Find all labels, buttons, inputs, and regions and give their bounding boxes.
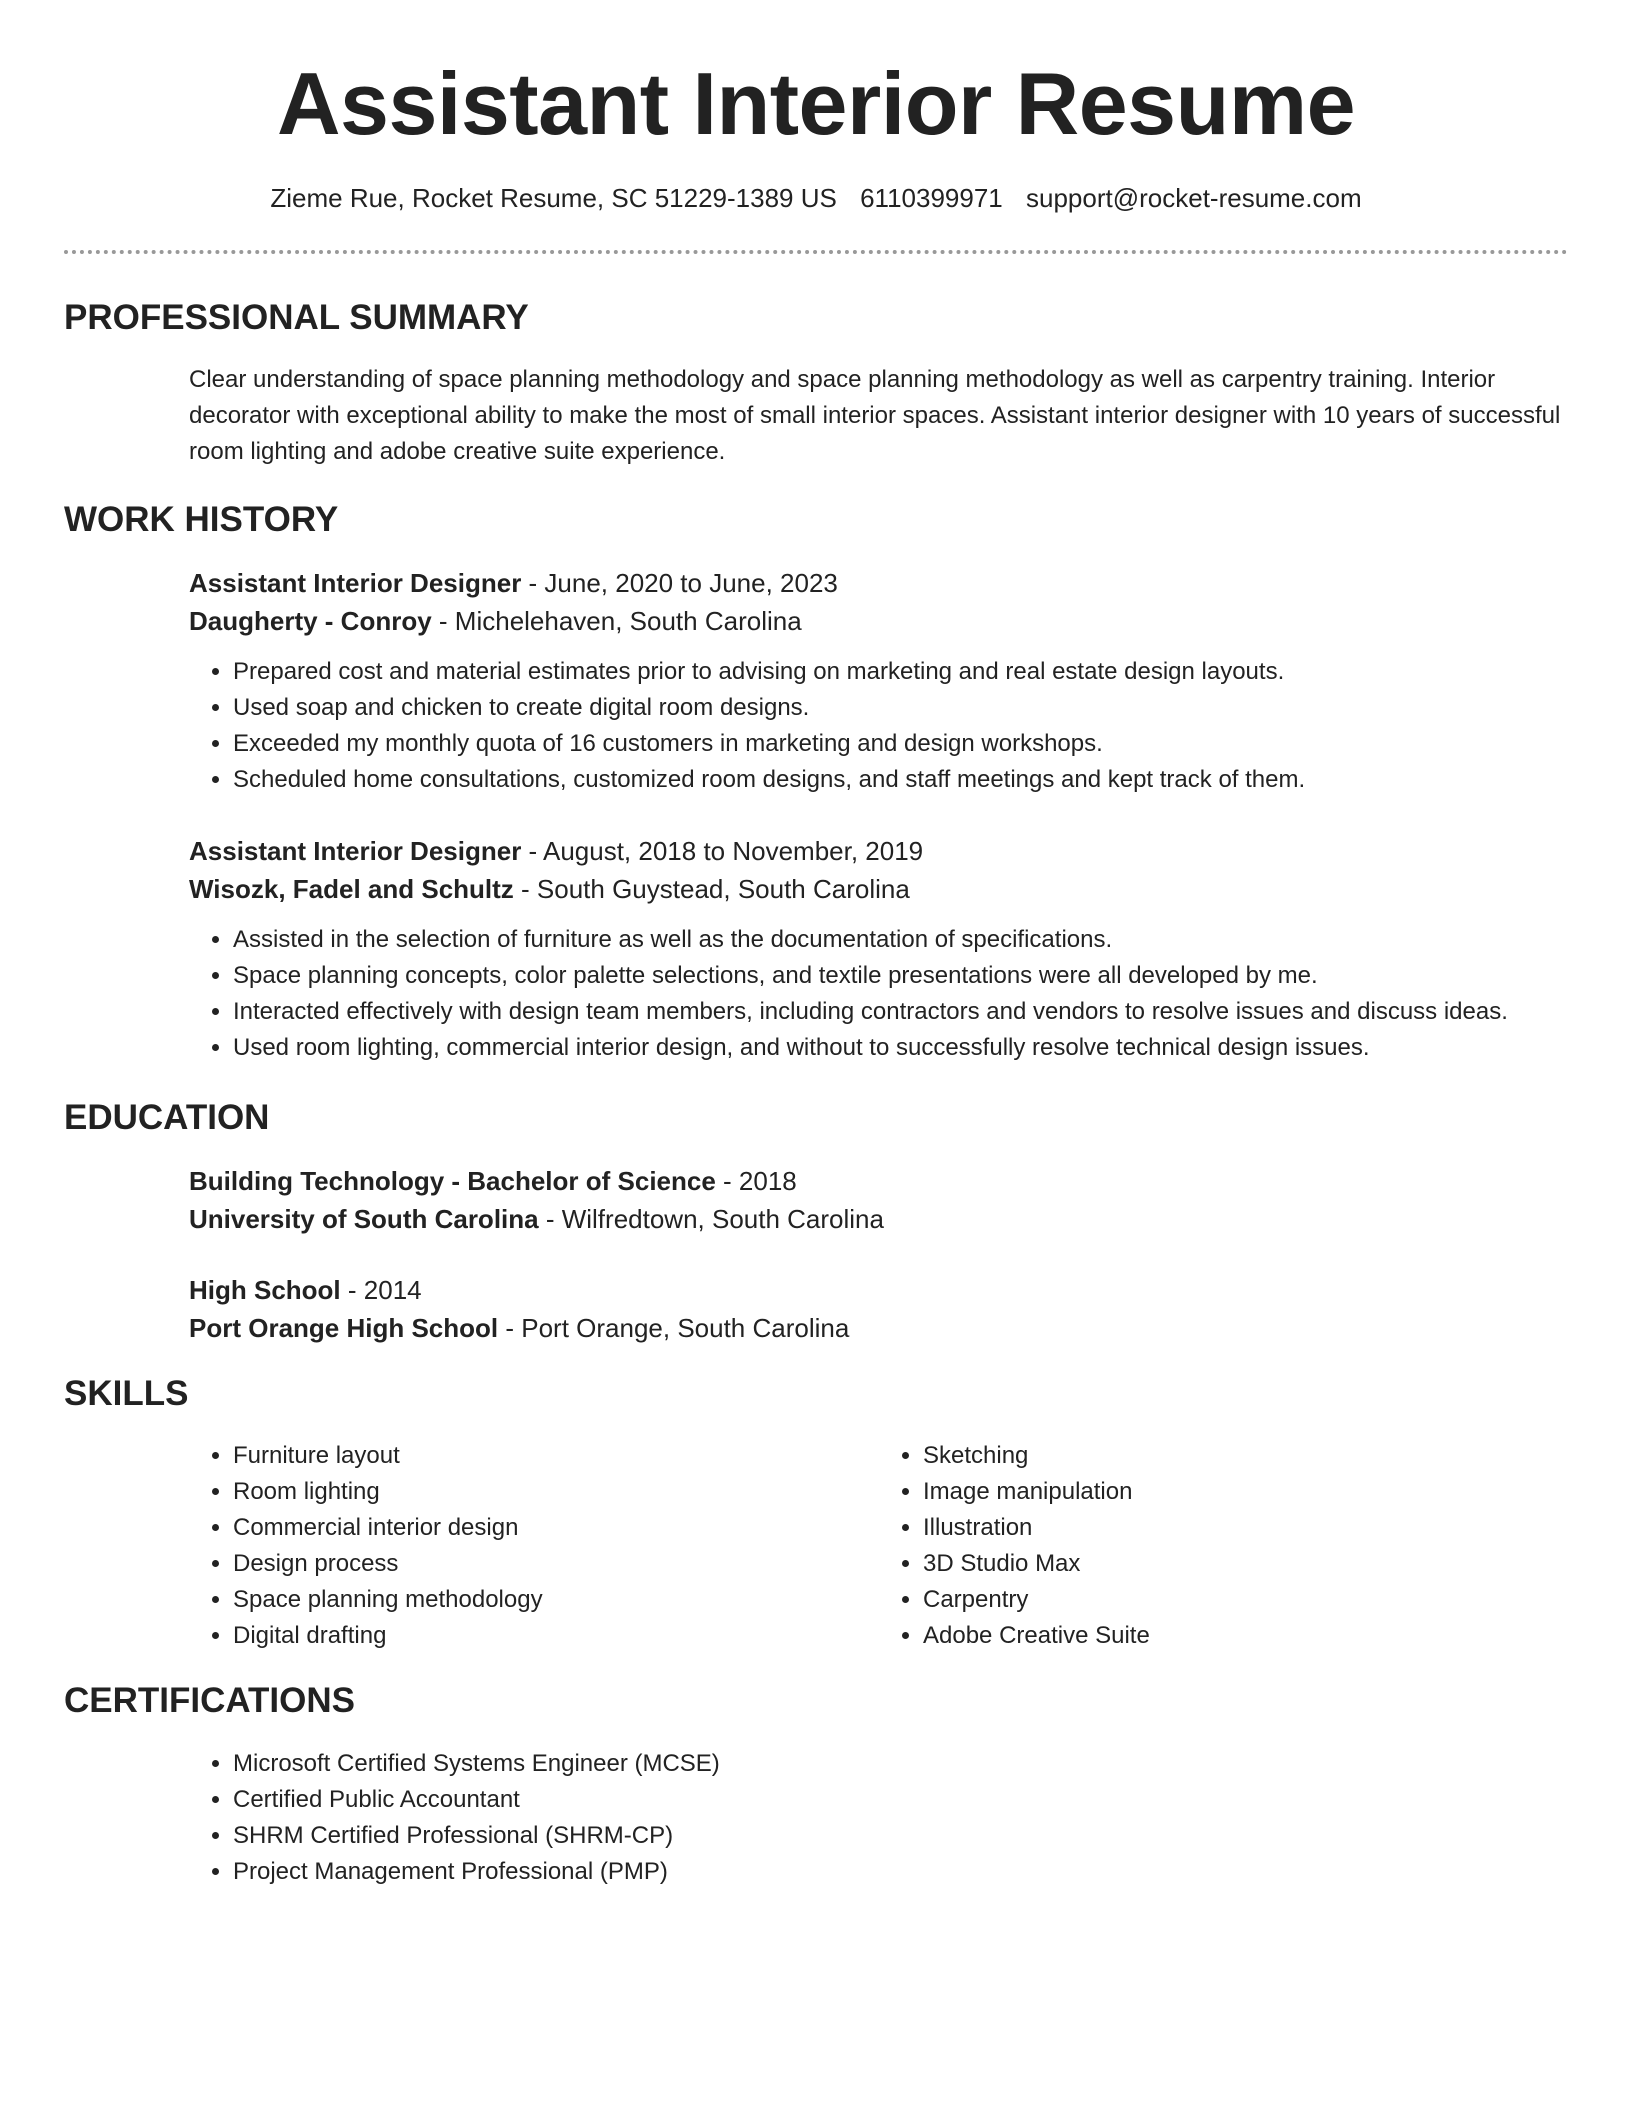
job-bullets <box>189 922 1572 1066</box>
summary-block <box>189 362 1572 470</box>
skill-item: • Space planning methodology <box>233 1582 879 1618</box>
work-history-heading: WORK HISTORY <box>64 500 339 539</box>
education-degree: High School <box>189 1275 341 1305</box>
job-bullet: • Used room lighting, commercial interior design, and without to successfully resolve technical design issues. <box>233 1030 1572 1066</box>
education-degree-line <box>189 1271 1572 1309</box>
job-entry <box>189 564 1572 798</box>
job-bullet: • Prepared cost and material estimates prior to advising on marketing and real estate design layouts. <box>233 654 1572 690</box>
job-company: Daugherty - Conroy <box>189 606 432 636</box>
skill-item: • Furniture layout <box>233 1438 879 1474</box>
skills-columns <box>189 1438 1569 1654</box>
education-school: University of South Carolina <box>189 1204 539 1234</box>
certifications-list <box>189 1746 1572 1890</box>
skill-item: • Commercial interior design <box>233 1510 879 1546</box>
skill-item: • Illustration <box>923 1510 1569 1546</box>
skills-heading: SKILLS <box>64 1374 189 1413</box>
education-entry <box>189 1271 1572 1347</box>
job-dates: - August, 2018 to November, 2019 <box>521 836 924 866</box>
education-heading: EDUCATION <box>64 1098 270 1137</box>
education-school-line <box>189 1309 1572 1347</box>
certifications-heading: CERTIFICATIONS <box>64 1681 356 1720</box>
education-degree: Building Technology - Bachelor of Science <box>189 1166 716 1196</box>
job-company-line <box>189 602 1572 640</box>
job-bullets <box>189 654 1572 798</box>
education-entry <box>189 1162 1572 1238</box>
job-title-line <box>189 564 1572 602</box>
contact-line <box>0 180 1632 216</box>
job-title-line <box>189 832 1572 870</box>
certifications-block <box>189 1746 1572 1890</box>
skill-item: • Adobe Creative Suite <box>923 1618 1569 1654</box>
education-location: - Wilfredtown, South Carolina <box>538 1204 884 1234</box>
education-degree-line <box>189 1162 1572 1200</box>
skill-item: • Digital drafting <box>233 1618 879 1654</box>
job-location: - Michelehaven, South Carolina <box>431 606 802 636</box>
job-bullet: • Assisted in the selection of furniture as well as the documentation of specifications. <box>233 922 1572 958</box>
contact-address: Zieme Rue, Rocket Resume, SC 51229-1389 US <box>270 183 837 213</box>
contact-phone: 6110399971 <box>860 183 1003 213</box>
education-location: - Port Orange, South Carolina <box>498 1313 850 1343</box>
header-divider <box>64 250 1568 254</box>
skills-list-right <box>879 1438 1569 1654</box>
education-school: Port Orange High School <box>189 1313 499 1343</box>
summary-text: Clear understanding of space planning methodology and space planning methodology as well as carpentry training. Interior decorator with exceptional ability to make the most of small interior spaces. Assistant interior designer with 10 years of successful room lighting and adobe creative suite experience. <box>189 366 1561 465</box>
skill-item: • Sketching <box>923 1438 1569 1474</box>
job-bullet: • Exceeded my monthly quota of 16 customers in marketing and design workshops. <box>233 726 1572 762</box>
job-title: Assistant Interior Designer <box>189 568 522 598</box>
job-title: Assistant Interior Designer <box>189 836 522 866</box>
certification-item: • Certified Public Accountant <box>233 1782 1572 1818</box>
certification-item: • Microsoft Certified Systems Engineer (MCSE) <box>233 1746 1572 1782</box>
skill-item: • Design process <box>233 1546 879 1582</box>
certification-item: • SHRM Certified Professional (SHRM-CP) <box>233 1818 1572 1854</box>
summary-heading: PROFESSIONAL SUMMARY <box>64 298 529 337</box>
education-year: - 2018 <box>715 1166 797 1196</box>
job-company-line <box>189 870 1572 908</box>
job-bullet: • Space planning concepts, color palette selections, and textile presentations were all developed by me. <box>233 958 1572 994</box>
contact-email[interactable]: support@rocket-resume.com <box>1026 183 1362 213</box>
job-dates: - June, 2020 to June, 2023 <box>521 568 838 598</box>
job-bullet: • Used soap and chicken to create digital room designs. <box>233 690 1572 726</box>
skill-item: • 3D Studio Max <box>923 1546 1569 1582</box>
skills-list-left <box>189 1438 879 1654</box>
education-year: - 2014 <box>340 1275 422 1305</box>
job-bullet: • Scheduled home consultations, customized room designs, and staff meetings and kept track of them. <box>233 762 1572 798</box>
skill-item: • Carpentry <box>923 1582 1569 1618</box>
job-location: - South Guystead, South Carolina <box>513 874 910 904</box>
job-bullet: • Interacted effectively with design team members, including contractors and vendors to resolve issues and discuss ideas. <box>233 994 1572 1030</box>
job-entry <box>189 832 1572 1066</box>
education-school-line <box>189 1200 1572 1238</box>
job-company: Wisozk, Fadel and Schultz <box>189 874 514 904</box>
skill-item: • Image manipulation <box>923 1474 1569 1510</box>
skill-item: • Room lighting <box>233 1474 879 1510</box>
resume-title: Assistant Interior Resume <box>276 54 1356 153</box>
certification-item: • Project Management Professional (PMP) <box>233 1854 1572 1890</box>
